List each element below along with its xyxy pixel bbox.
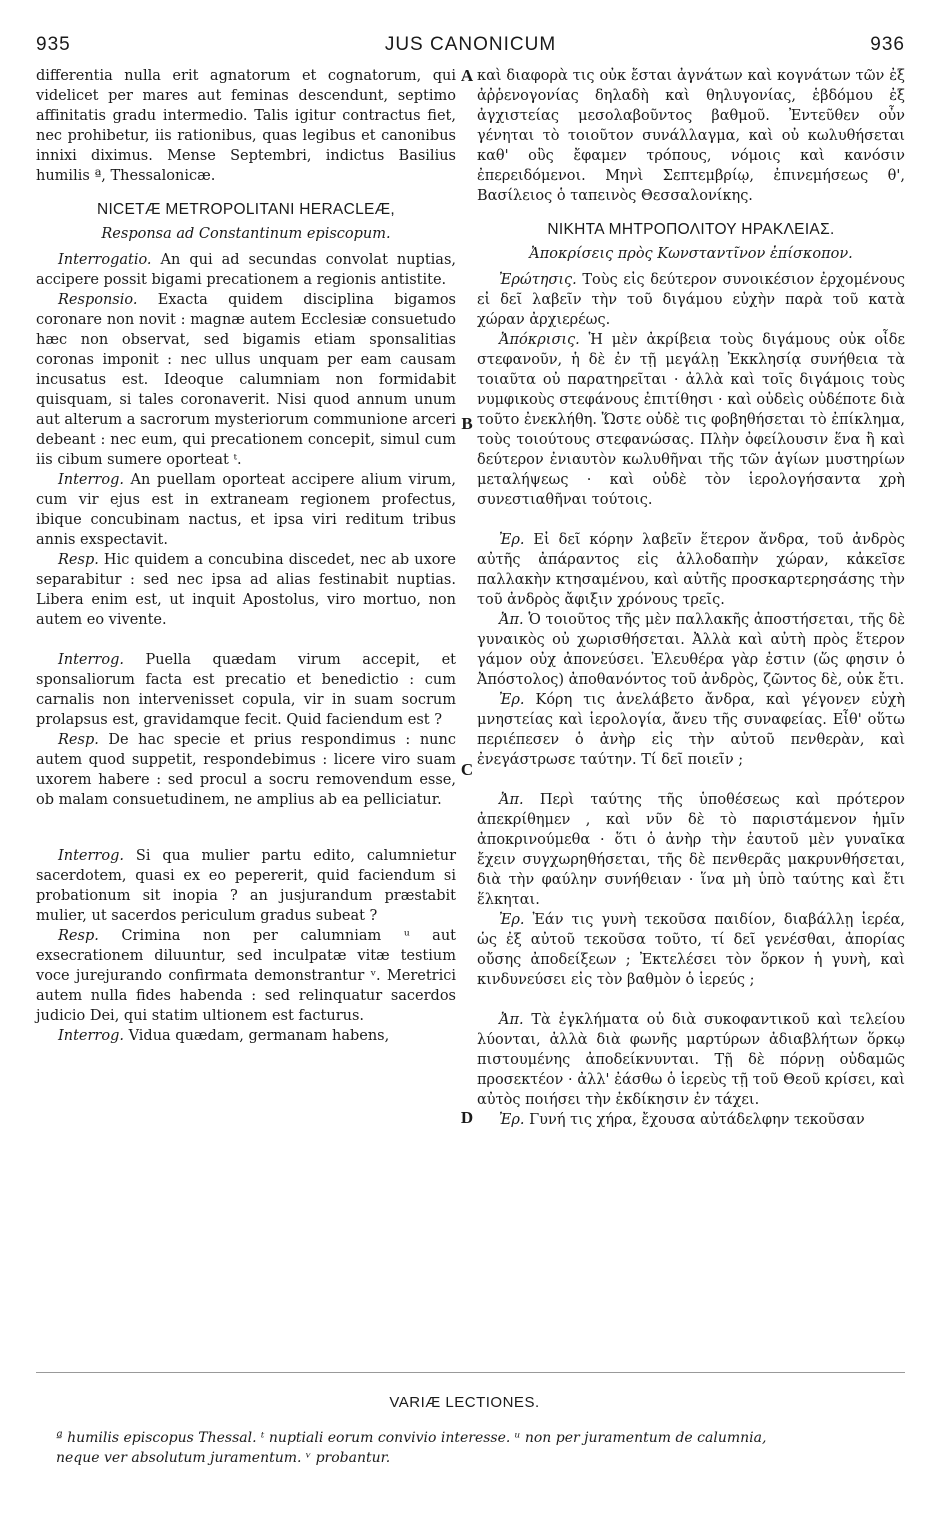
greek-text: Περὶ ταύτης τῆς ὑποθέσεως καὶ πρότερον ἀπεκρίθημεν , καὶ νῦν δὲ τὸ παριστάμενον ἡμῖν ἀποκρινούμεθα · ὅτι ὁ ἀνὴρ τὴν ἑαυτοῦ μὲν γυναῖκα ἔχειν συγχωρηθήσεται, τῆς δὲ πενθερᾶς μακρυνθήσεται, διὰ τὴν φαύλην συνήθειαν · ἵνα μὴ ὑπὸ ταύτης καὶ ἔτι ἕλκηται.	[477, 792, 905, 908]
latin-label: Interrog.	[58, 1028, 124, 1044]
greek-paragraph	[477, 790, 905, 910]
margin-letter-a: A	[460, 66, 474, 85]
latin-label: Resp.	[58, 552, 99, 568]
greek-paragraph	[477, 690, 905, 770]
greek-paragraph	[477, 1110, 905, 1130]
greek-paragraph	[477, 610, 905, 690]
variae-line: ª humilis episcopus Thessal. ᵗ nuptiali eorum convivio interesse. ᵘ non per juramentum de calumnia,	[56, 1430, 767, 1446]
greek-text: Εἰ δεῖ κόρην λαβεῖν ἕτερον ἄνδρα, τοῦ ἀνδρὸς αὐτῆς ἀπάραντος εἰς ἀλλοδαπὴν χώραν, κἀκεῖσε παλλακὴν κτησαμένου, καὶ αὐτῆς προσκαρτερησάσης τὴν τοῦ ἀνδρὸς ἄφιξιν χρόνους τρεῖς.	[477, 532, 905, 608]
greek-text: Ἐάν τις γυνὴ τεκοῦσα παιδίον, διαβάλλῃ ἱερέα, ὡς ἐξ αὐτοῦ τεκοῦσα τοῦτο, τί δεῖ γενέσθαι, ἀπορίας οὔσης ἀποδείξεων ; Ἐκτελέσει τὸν ὅρκον ἡ γυνὴ, καὶ κινδυνεύσει εἰς τὸν βαθμὸν ὁ ἱερεύς ;	[477, 912, 905, 988]
greek-label: Ἀπ.	[499, 792, 524, 808]
greek-paragraph	[477, 1010, 905, 1110]
latin-column	[36, 66, 456, 1046]
greek-text: Ὁ τοιοῦτος τῆς μὲν παλλακῆς ἀποστήσεται, τῆς δὲ γυναικὸς οὐ χωρισθήσεται. Ἀλλὰ καὶ αὐτὴ πρὸς ἕτερον γάμον οὐχ ἀπονεύσει. Ἐλευθέρα γὰρ ἐστιν (ὥς φησιν ὁ Ἀπόστολος) ἀποθανόντος τοῦ ἀνδρὸς, ζῶντος δὲ, οὐκ ἔτι.	[477, 612, 906, 688]
greek-text: Τοὺς εἰς δεύτερον συνοικέσιον ἐρχομένους εἰ δεῖ λαβεῖν τὴν τοῦ διγάμου εὐχὴν παρὰ τοῦ κατὰ χώραν ἀρχιερέως.	[477, 272, 905, 328]
greek-text: Κόρη τις ἀνελάβετο ἄνδρα, καὶ γέγονεν εὐχὴ μνηστείας καὶ ἱερολογία, ἄνευ τῆς συναφείας. Εἶθ' οὕτω περιέπεσεν ὁ ἀνὴρ εἰς τὴν αὐτοῦ πενθερὰν, καὶ ἐνεγάστρωσε ταύτην. Τί δεῖ ποιεῖν ;	[477, 692, 906, 768]
latin-text: Vidua quædam, germanam habens,	[128, 1028, 390, 1044]
greek-text: Τὰ ἐγκλήματα οὐ διὰ συκοφαντικοῦ καὶ τελείου λύονται, ἀλλὰ διὰ φωνῆς μαρτύρων ἀδιαβλήτων ὅρκῳ πιστουμένης ἀποδείκνυνται. Τῇ δὲ πόρνῃ οὐδαμῶς προσεκτέον · ἀλλ' ἐάσθω ὁ ἱερεὺς τῇ τοῦ Θεοῦ κρίσει, καὶ αὐτὸς ποιήσει τὴν ἐκδίκησιν ἐν τάχει.	[477, 1012, 906, 1108]
variae-lectiones-title: VARIÆ LECTIONES.	[389, 1394, 540, 1411]
greek-paragraph	[477, 530, 905, 610]
latin-intro: differentia nulla erit agnatorum et cognatorum, qui videlicet per mares aut feminas descendunt, septimo affinitatis gradu intermedio. Talis igitur contractus fiet, nec prohibetur, iis rationibus, quas legibus et canonibus innixi diximus. Mense Septembri, indictus Basilius humilis ª, Thessalonicæ.	[36, 68, 456, 184]
latin-text: An puellam oporteat accipere alium virum, cum vir ejus est in extraneam regionem profectus, ibique concubinam nactus, et ipsa viri reditum tribus annis exspectavit.	[36, 472, 456, 548]
page-number-right: 936	[870, 34, 905, 55]
latin-paragraph	[36, 1026, 456, 1046]
margin-letter-d: D	[460, 1108, 474, 1127]
latin-text: Si qua mulier partu edito, calumnietur sacerdotem, quasi ex eo pepererit, quid faciendum si probationum sit inopia ? an jusjurandum præstabit mulier, ut sacerdos periculum gradus subeat ?	[36, 848, 457, 924]
latin-paragraph	[36, 926, 456, 1026]
running-title: JUS CANONICUM	[384, 34, 557, 55]
greek-label: Ἐρ.	[499, 1112, 525, 1128]
latin-paragraph	[36, 550, 456, 630]
latin-paragraph	[36, 730, 456, 810]
latin-section-title: NICETÆ METROPOLITANI HERACLEÆ,	[96, 201, 396, 218]
latin-label: Interrog.	[58, 652, 124, 668]
greek-column	[477, 66, 905, 1130]
greek-section-subtitle: Ἀποκρίσεις πρὸς Κωνσταντῖνον ἐπίσκοπον.	[529, 246, 853, 262]
footnote-divider	[36, 1372, 905, 1373]
latin-text: An qui ad secundas convolat nuptias, accipere possit bigami precationem a regionis antistite.	[36, 252, 457, 288]
greek-label: Ἐρ.	[499, 692, 525, 708]
latin-paragraph	[36, 650, 456, 730]
page-header	[36, 30, 905, 60]
latin-text: De hac specie et prius respondimus : nunc autem quod suppetit, respondebimus : licere viro suam uxorem habere : sed procul a socru removendum esse, ob malam consuetudinem, ne amplius ab ea pelliciatur.	[36, 732, 456, 808]
greek-section-title: ΝΙΚΗΤΑ ΜΗΤΡΟΠΟΛΙΤΟΥ ΗΡΑΚΛΕΙΑΣ.	[547, 221, 835, 238]
variae-line: neque ver absolutum juramentum. ᵛ probantur.	[56, 1450, 391, 1466]
margin-letter-c: C	[460, 760, 474, 779]
variae-lectiones	[56, 1428, 905, 1468]
latin-text: Crimina non per calumniam ᵘ aut exsecrationem diluuntur, sed inculpatæ vitæ testium voce jurejurando confirmata demonstrantur ᵛ. Meretrici autem nulla fides habenda : sed relinquatur sacerdos judicio Dei, qui statim ultionem est facturus.	[36, 928, 456, 1024]
latin-paragraph	[36, 290, 456, 470]
greek-label: Ἀπ.	[499, 612, 524, 628]
greek-label: Ἐρώτησις.	[499, 272, 577, 288]
greek-text: Γυνή τις χήρα, ἔχουσα αὐτάδελφην τεκοῦσαν	[529, 1112, 865, 1128]
greek-label: Ἀπόκρισις.	[499, 332, 580, 348]
greek-label: Ἀπ.	[499, 1012, 524, 1028]
latin-text: Hic quidem a concubina discedet, nec ab uxore separabitur : sed nec ipsa ad alias festinabit nuptias. Libera enim est, ut inquit Apostolus, viro mortuo, non autem eo vivente.	[36, 552, 456, 628]
latin-label: Interrogatio.	[58, 252, 152, 268]
page-number-left: 935	[36, 34, 71, 55]
latin-label: Interrog.	[58, 472, 124, 488]
latin-label: Responsio.	[58, 292, 138, 308]
latin-label: Interrog.	[58, 848, 124, 864]
margin-letter-b: B	[461, 414, 473, 433]
latin-paragraph	[36, 250, 456, 290]
latin-label: Resp.	[58, 732, 99, 748]
greek-text: Ἡ μὲν ἀκρίβεια τοὺς διγάμους οὐκ οἶδε στεφανοῦν, ἡ δὲ ἐν τῇ μεγάλῃ Ἐκκλησίᾳ συνήθεια τὰ τοιαῦτα οὐ παρατηρεῖται · ἀλλὰ καὶ τοῖς διγάμοις τοὺς νυμφικοὺς στεφάνους ἐπιτίθησι · καὶ οὐδεὶς οὐδέποτε διὰ τοῦτο ἐνεκλήθη. Ὥστε οὐδὲ τις φοβηθήσεται τὸ ἐπίκλημα, τοὺς τοιούτους στεφανώσας. Πλὴν ὀφείλουσιν ἕνα ἢ καὶ δεύτερον ἐνιαυτὸν κωλυθῆναι τῆς τῶν ἁγίων μυστηρίων μεταλήψεως · καὶ οὐδὲ τὸν ἱερολογήσαντα χρὴ συνεστιαθῆναι τούτοις.	[477, 332, 905, 508]
latin-label: Resp.	[58, 928, 99, 944]
latin-paragraph	[36, 470, 456, 550]
greek-label: Ἐρ.	[499, 912, 525, 928]
greek-paragraph	[477, 910, 905, 990]
latin-section-subtitle: Responsa ad Constantinum episcopum.	[101, 226, 391, 242]
latin-paragraph	[36, 846, 456, 926]
greek-intro: καὶ διαφορὰ τις οὐκ ἔσται ἀγνάτων καὶ κογνάτων τῶν ἐξ ἀῤῥενογονίας δηλαδὴ καὶ θηλυγονίας, ἑβδόμου ἐξ ἀγχιστείας μεσολαβοῦντος βαθμοῦ. Ἐντεῦθεν οὖν γένηται τὸ τοιοῦτον συνάλλαγμα, καὶ οὐ κωλυθήσεται καθ' οὓς ἔφαμεν τρόπους, νόμοις καὶ κανόσιν ἐπερειδόμενοι. Μηνὶ Σεπτεμβρίῳ, ἐπινεμήσεως θ', Βασίλειος ὁ ταπεινὸς Θεσσαλονίκης.	[477, 68, 905, 204]
greek-label: Ἐρ.	[499, 532, 525, 548]
latin-text: Puella quædam virum accepit, et sponsaliorum facta est precatio et benedictio : cum carnalis non intervenisset copula, vir in suam socrum prolapsus est, gravidamque fecit. Quid faciendum est ?	[36, 652, 456, 728]
greek-paragraph	[477, 330, 905, 510]
greek-paragraph	[477, 270, 905, 330]
latin-text: Exacta quidem disciplina bigamos coronare non novit : magnæ autem Ecclesiæ consuetudo hæc non observat, sed bigamis etiam sponsalitias coronas imponit : nec ullus unquam per eam causam incusatus est. Ideoque calumniam non formidabit quisquam, si tales coronaverit. Nisi quod annum unum aut alterum a sacrorum mysteriorum communione arceri debeant : nec eum, qui precationem concepit, simul cum iis cibum sumere oporteat ᵗ.	[36, 292, 456, 468]
